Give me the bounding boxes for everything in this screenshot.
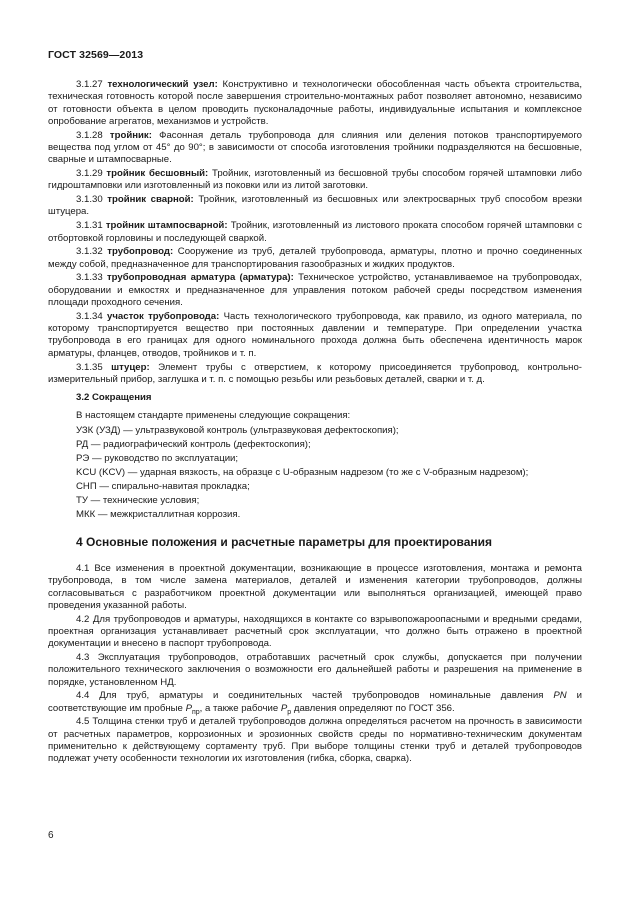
definition-term: штуцер: — [111, 361, 150, 373]
definition-3-1-27 — [48, 79, 582, 128]
section-4-heading: 4 Основные положения и расчетные параметры для проектирования — [76, 534, 493, 549]
definition-number: 3.1.28 — [76, 129, 103, 141]
clause-4-4-text-d: давления определяют по ГОСТ 356. — [291, 702, 455, 714]
definition-number: 3.1.34 — [76, 310, 103, 322]
definition-term: тройник штампосварной: — [105, 220, 228, 232]
abbreviation-item: МКК — межкристаллитная коррозия. — [76, 508, 241, 520]
definition-3-1-32 — [48, 246, 582, 271]
p-work-symbol: P — [280, 702, 288, 714]
pn-symbol: PN — [553, 690, 567, 702]
definition-term: тройник: — [109, 129, 152, 141]
definition-term: тройник сварной: — [107, 194, 194, 206]
clause-4-4-text-b: и соответствующие им пробные — [48, 690, 582, 714]
definition-text: Фасонная деталь трубопровода для слияния или деления потоков транспортируемого вещества под углом от 45° до 90°; в зависимости от способа изготовления тройники подразделяются на бесшовные, сварные и штампосварные. — [48, 129, 583, 166]
abbreviation-item: KCU (KCV) — ударная вязкость, на образце с U-образным надрезом (то же с V-образным надрезом); — [76, 466, 529, 478]
definition-term: трубопровод: — [107, 246, 174, 258]
page-header-standard-id: ГОСТ 32569—2013 — [48, 49, 144, 61]
definition-text: Тройник, изготовленный из бесшовной трубы способом горячей штамповки либо гидроштамповки или изготовленный из поковки или из литой заготовки. — [48, 168, 583, 192]
p-test-subscript: пр — [191, 708, 200, 716]
definition-term: участок трубопровода: — [107, 310, 220, 322]
definition-number: 3.1.31 — [76, 220, 103, 232]
abbreviations-heading: 3.2 Сокращения — [76, 392, 152, 404]
p-test-symbol: P — [185, 702, 192, 714]
definition-text: Тройник, изготовленный из бесшовных или электросварных труб способом врезки штуцера. — [48, 194, 583, 218]
p-work-subscript: р — [287, 708, 292, 716]
definition-term: трубопроводная арматура (арматура): — [106, 272, 294, 284]
definition-text: Часть технологического трубопровода, как правило, из одного материала, по которому транспортируется вещество при постоянных давлении и температуре. При определении участка трубопровода в его границах для одного номинального прохода должна быть обеспечена идентичность марок арматуры, фланцев, отводов, тройников и т. п. — [48, 310, 583, 359]
definition-number: 3.1.30 — [76, 194, 103, 206]
clause-4-4-text-c: , а также рабочие — [199, 702, 281, 714]
page-content — [48, 79, 582, 767]
definition-number: 3.1.29 — [76, 168, 103, 180]
abbreviation-item: УЗК (УЗД) — ультразвуковой контроль (ультразвуковая дефектоскопия); — [76, 424, 399, 436]
clause-4-2: 4.2 Для трубопроводов и арматуры, находящихся в контакте со взрывопожароопасными и вредными средами, проектная организация устанавливает расчетный срок эксплуатации, что должно быть отражено в проектной документации и внесено в паспорт трубопровода. — [48, 613, 582, 650]
definition-3-1-34 — [48, 311, 582, 360]
definition-number: 3.1.27 — [76, 79, 103, 90]
definition-text: Конструктивно и технологически обособленная часть объекта строительства, техническая готовность которой после завершения строительно-монтажных работ позволяет автономно, независимо от готовности объекта в целом проводить пусконаладочные работы, индивидуальные испытания и комплексное опробование агрегатов, механизмов и устройств. — [48, 79, 583, 127]
definition-text: Сооружение из труб, деталей трубопровода, арматуры, плотно и прочно соединенных между собой, предназначенное для транспортирования газообразных и жидких продуктов. — [48, 246, 582, 270]
definition-number: 3.1.35 — [76, 361, 103, 373]
definition-term: тройник бесшовный: — [106, 168, 209, 180]
abbreviation-item: ТУ — технические условия; — [76, 494, 200, 506]
clause-4-4-text-a: 4.4 Для труб, арматуры и соединительных частей трубопроводов номинальные давления — [76, 690, 554, 702]
definition-3-1-30 — [48, 194, 582, 219]
definition-3-1-31 — [48, 220, 582, 245]
clause-4-3: 4.3 Эксплуатация трубопроводов, отработавших расчетный срок службы, допускается при получении положительного технического заключения о возможности его дальнейшей работы и разрешения на применение в порядке, установленном НД. — [48, 652, 582, 688]
abbreviations-intro: В настоящем стандарте применены следующие сокращения: — [76, 410, 351, 422]
definition-number: 3.1.33 — [76, 272, 103, 284]
abbreviation-item: РД — радиографический контроль (дефектоскопия); — [76, 438, 311, 450]
definition-3-1-29 — [48, 168, 582, 193]
clause-4-1: 4.1 Все изменения в проектной документации, возникающие в процессе изготовления, монтажа и ремонта трубопровода, в том числе замена материалов, деталей и изменения категории трубопроводов, должны согласовываться с разработчиком проектной документации или выполняться организацией, имеющей право проведения указанной работы. — [48, 562, 582, 611]
definition-3-1-28 — [48, 130, 582, 167]
definition-text: Техническое устройство, устанавливаемое на трубопроводах, оборудовании и емкостях и предназначенное для управления потоком рабочей среды посредством изменения площади проходного сечения. — [48, 272, 582, 309]
clause-4-4 — [48, 690, 582, 715]
definition-3-1-35 — [48, 362, 582, 387]
definition-number: 3.1.32 — [76, 246, 103, 258]
clause-4-5: 4.5 Толщина стенки труб и деталей трубопроводов должна определяться расчетом на прочность в зависимости от расчетных параметров, коррозионных и эрозионных свойств среды по нормативно-техническим документам применительно к действующему сортаменту труб. При выборе толщины стенки труб и деталей трубопроводов подлежат учету особенности технологии их изготовления (гибка, сборка, сварка). — [48, 716, 582, 765]
definition-text: Элемент трубы с отверстием, к которому присоединяется трубопровод, контрольно-измерительный прибор, заглушка и т. п. с помощью резьбы или резьбовых деталей, сварки и т. д. — [48, 361, 582, 385]
definition-term: технологический узел: — [107, 79, 218, 90]
abbreviation-item: СНП — спирально-навитая прокладка; — [76, 480, 250, 492]
definition-3-1-33 — [48, 272, 582, 309]
page-number: 6 — [48, 830, 54, 841]
definition-text: Тройник, изготовленный из листового проката способом горячей штамповки с отбортовкой горловины и последующей сваркой. — [48, 220, 582, 244]
abbreviation-item: РЭ — руководство по эксплуатации; — [76, 452, 239, 464]
